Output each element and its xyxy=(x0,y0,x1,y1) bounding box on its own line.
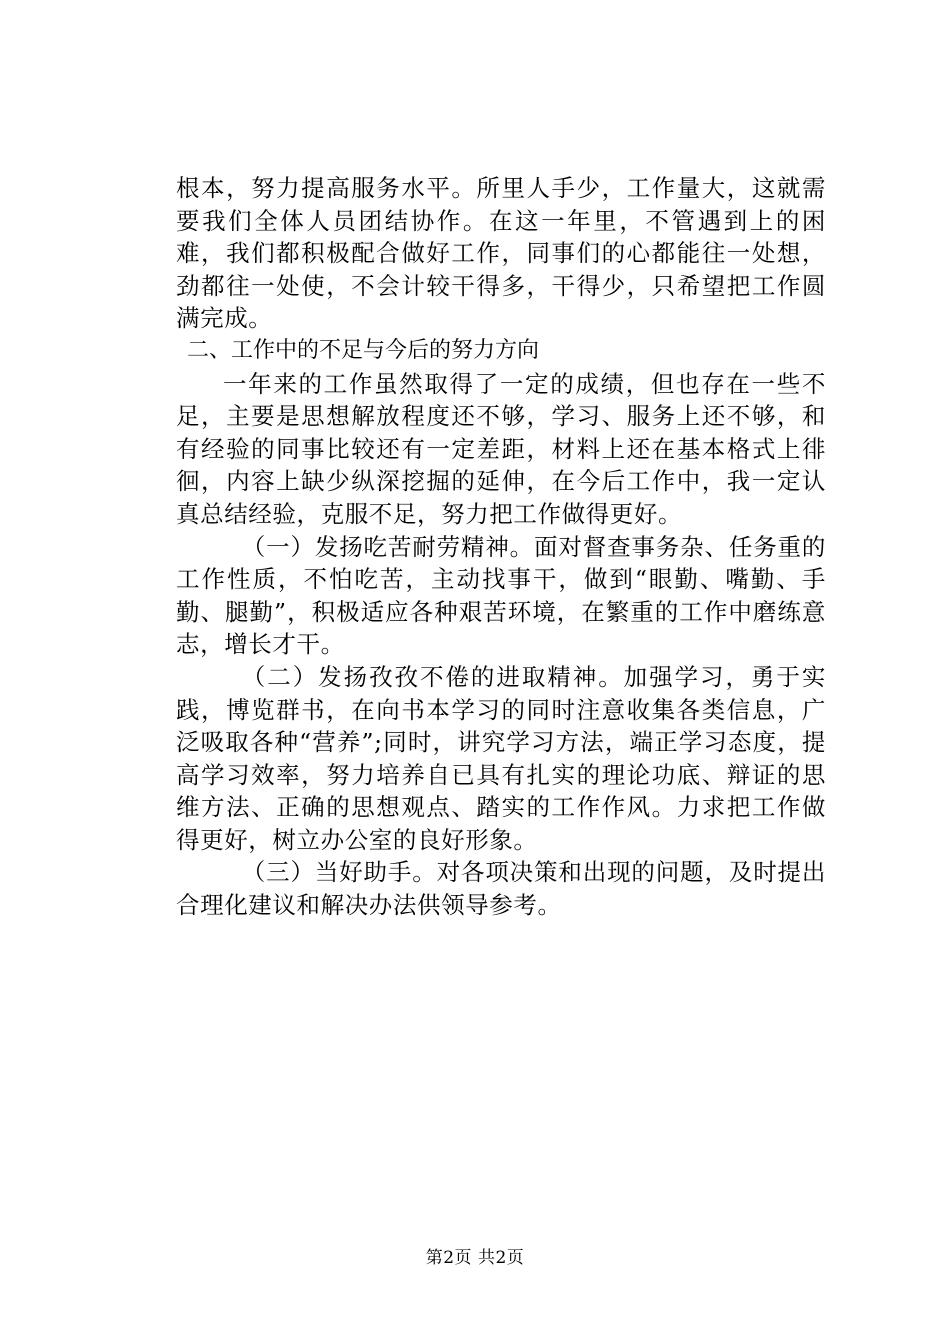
section-heading-shortcomings: 二、工作中的不足与今后的努力方向 xyxy=(187,337,540,363)
paragraph-item-two: （二）发扬孜孜不倦的进取精神。加强学习，勇于实践，博览群书，在向书本学习的同时注意收集各类信息，广泛吸取各种“营养”;同时，讲究学习方法，端正学习态度，提高学习效率，努力培养自已具有扎实的理论功底、辩证的思维方法、正确的思想观点、踏实的工作作风。力求把工作做得更好，树立办公室的良好形象。 xyxy=(176,662,826,854)
paragraph-service: 根本，努力提高服务水平。所里人手少，工作量大，这就需要我们全体人员团结协作。在这一年里，不管遇到上的困难，我们都积极配合做好工作，同事们的心都能往一处想，劲都往一处使，不会计较干得多，干得少，只希望把工作圆满完成。 xyxy=(176,174,826,333)
paragraph-item-three: （三）当好助手。对各项决策和出现的问题，及时提出合理化建议和解决办法供领导参考。 xyxy=(176,858,826,920)
paragraph-item-one: （一）发扬吃苦耐劳精神。面对督查事务杂、任务重的工作性质，不怕吃苦，主动找事干，做到“眼勤、嘴勤、手勤、腿勤”，积极适应各种艰苦环境，在繁重的工作中磨练意志，增长才干。 xyxy=(176,532,826,659)
paragraph-shortcomings: 一年来的工作虽然取得了一定的成绩，但也存在一些不足，主要是思想解放程度还不够，学习、服务上还不够，和有经验的同事比较还有一定差距，材料上还在基本格式上徘徊，内容上缺少纵深挖掘的延伸，在今后工作中，我一定认真总结经验，克服不足，努力把工作做得更好。 xyxy=(176,369,826,528)
document-body xyxy=(176,172,826,922)
page-number-footer: 第2页 共2页 xyxy=(425,1248,525,1268)
